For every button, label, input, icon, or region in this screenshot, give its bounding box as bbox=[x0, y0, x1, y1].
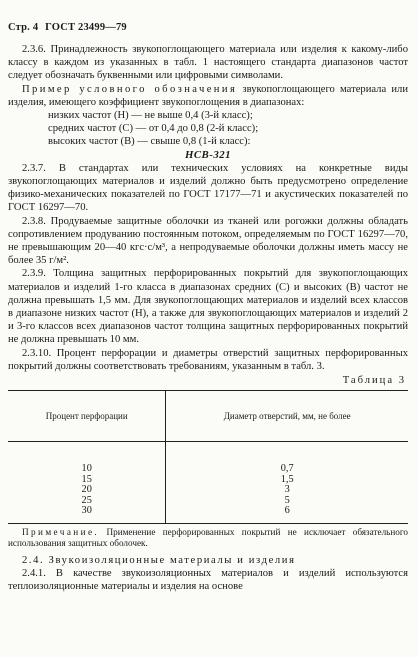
table-row bbox=[8, 496, 408, 507]
example-intro-rest: звукопоглощающего материала или изделия, имеющего коэффициент звукопоглощения в диапазонах: bbox=[8, 83, 408, 108]
table-row bbox=[8, 475, 408, 486]
note-text: Применение перфорированных покрытий не исключает обязательного использования защитных оболочек. bbox=[8, 526, 408, 549]
table-header-diameter: Диаметр отверстий, мм, не более bbox=[166, 391, 408, 442]
standard-number: ГОСТ 23499—79 bbox=[45, 22, 127, 33]
paragraph-2-3-9: 2.3.9. Толщина защитных перфорированных покрытий для звукопоглощающих материалов и изделий 1-го класса в диапазонах средних (С) и высоких (В) частот не должна превышать 1,5 мм. Для звукопоглощающих материалов и изделий всех классов в диапазоне низких частот (Н), а также для звукопоглощающих материалов и изделий 2 и 3-го классов всех диапазонов частот толщина защитных перфорированных покрытий не должна превышать 10 мм. bbox=[8, 268, 408, 346]
section-heading-2-4: 2.4. Звукоизоляционные материалы и изделия bbox=[22, 554, 296, 566]
page-number: Стр. 4 bbox=[8, 22, 39, 33]
example-line-low: низких частот (Н) — не выше 0,4 (3-й класс); bbox=[48, 110, 253, 122]
example-intro-spaced: Пример условного обозначения bbox=[22, 83, 238, 95]
page-header bbox=[8, 22, 408, 33]
table-cell-percent: 15 bbox=[8, 475, 166, 486]
table-cell-diameter: 0,7 bbox=[280, 463, 294, 475]
table-cell-diameter: 1,5 bbox=[280, 473, 294, 485]
table-cell-percent: 25 bbox=[8, 496, 166, 507]
table-cell-diameter: 6 bbox=[166, 506, 408, 523]
table-cell-percent: 10 bbox=[8, 442, 166, 475]
table-cell-percent: 20 bbox=[8, 485, 166, 496]
example-line-mid: средних частот (С) — от 0,4 до 0,8 (2-й класс); bbox=[48, 123, 259, 135]
example-intro bbox=[8, 83, 408, 109]
perforation-table bbox=[8, 390, 408, 524]
paragraph-2-3-7: 2.3.7. В стандартах или технических условиях на конкретные виды звукопоглощающих материалов и изделий должно быть предусмотрено определение физико-механических показателей по ГОСТ 17177—71 и акустических показателей по ГОСТ 16297—70. bbox=[8, 162, 408, 214]
designation-code: НСВ-321 bbox=[184, 148, 232, 161]
document-page bbox=[8, 22, 408, 593]
table-row bbox=[8, 485, 408, 496]
table-cell-diameter: 3 bbox=[284, 484, 290, 496]
table-caption: Таблица 3 bbox=[342, 375, 406, 387]
paragraph-2-3-10: 2.3.10. Процент перфорации и диаметры отверстий защитных перфорированных покрытий должны соответствовать требованиям, указанным в табл. 3. bbox=[8, 347, 408, 372]
table-cell-percent: 30 bbox=[8, 506, 166, 523]
note-label: Примечание. bbox=[22, 526, 100, 537]
table-note bbox=[8, 527, 408, 550]
paragraph-2-4-1: 2.4.1. В качестве звукоизоляционных материалов и изделий используются теплоизоляционные материалы и изделия на основе bbox=[8, 567, 408, 592]
table-header-perforation: Процент перфорации bbox=[8, 391, 166, 442]
paragraph-2-3-6: 2.3.6. Принадлежность звукопоглощающего материала или изделия к какому-либо классу в каждом из указанных в табл. 1 настоящего стандарта диапазонов частот следует обозначать буквенными или цифровыми символами. bbox=[8, 44, 408, 82]
table-row bbox=[8, 442, 408, 475]
table-row bbox=[8, 506, 408, 523]
table-cell-diameter: 5 bbox=[284, 494, 290, 506]
paragraph-2-3-8: 2.3.8. Продуваемые защитные оболочки из тканей или рогожки должны обладать сопротивлением продуванию постоянным потоком, определяемым по ГОСТ 16297—70, не превышающим 20—40 кгс·с/м³, а непродуваемые оболочки должны иметь массу не более 35 г/м². bbox=[8, 215, 408, 267]
example-line-high: высоких частот (В) — свыше 0,8 (1-й класс): bbox=[48, 136, 251, 148]
